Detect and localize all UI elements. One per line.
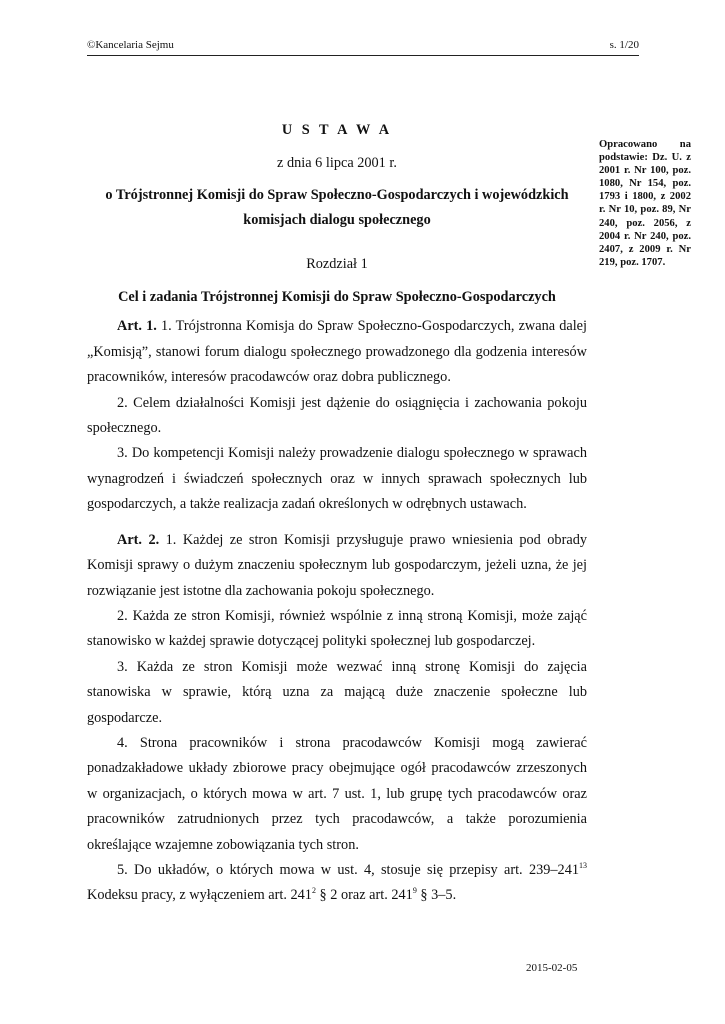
article-label: Art. 2. — [117, 531, 160, 548]
paragraph-text: 1. Trójstronna Komisja do Spraw Społeczno-Gospodarczych, zwana dalej „Komisją”, stanowi forum dialogu społecznego prowadzonego dla godzenia interesów pracowników, interesów pracodawców oraz dobra publicznego. — [87, 318, 587, 386]
art2-para2: 2. Każda ze stron Komisji, również wspólnie z inną stroną Komisji, może zająć stanowisko w każdej sprawie dotyczącej polityki społecznej lub gospodarczej. — [87, 607, 587, 650]
page-header — [87, 37, 639, 56]
document-body — [87, 118, 587, 909]
art1-para2: 2. Celem działalności Komisji jest dążenie do osiągnięcia i zachowania pokoju społecznego. — [87, 394, 587, 437]
art1-para1 — [87, 314, 587, 390]
paragraph-text: § 3–5. — [416, 887, 457, 904]
art2-para4: 4. Strona pracowników i strona pracodawców Komisji mogą zawierać ponadzakładowe układy zbiorowe pracy obejmujące ogół pracodawców zrzeszonych w organizacjach, o których mowa w art. 7 ust. 1, lub grupę tych pracodawców oraz pracowników zatrudnionych przez tych pracodawców, a także porozumienia określające wzajemne zobowiązania tych stron. — [87, 734, 587, 853]
paragraph-text: 5. Do układów, o których mowa w ust. 4, stosuje się przepisy art. 239–241 — [117, 861, 579, 878]
document-date: z dnia 6 lipca 2001 r. — [277, 155, 397, 172]
art1-para3: 3. Do kompetencji Komisji należy prowadzenie dialogu społecznego w sprawach wynagrodzeń i świadczeń społecznych oraz w innych sprawach społecznych lub gospodarczych, a także realizacja zadań określonych w odrębnych ustawach. — [87, 445, 587, 513]
art2-para5 — [87, 858, 587, 909]
footer-date: 2015-02-05 — [526, 962, 578, 974]
art2-para3: 3. Każda ze stron Komisji może wezwać inną stronę Komisji do zajęcia stanowiska w sprawie, którą uzna za mającą duże znaczenie społeczne lub gospodarcze. — [87, 658, 587, 726]
paragraph-text: Kodeksu pracy, z wyłączeniem art. 241 — [87, 887, 312, 904]
page-number: s. 1/20 — [609, 39, 639, 51]
document-title: U S T A W A — [281, 122, 393, 138]
publisher-label: ©Kancelaria Sejmu — [87, 39, 174, 51]
chapter-heading: Rozdział 1 — [306, 255, 368, 272]
superscript: 13 — [579, 861, 587, 871]
paragraph-text: § 2 oraz art. 241 — [315, 887, 413, 904]
source-note: Opracowano na podstawie: Dz. U. z 2001 r. Nr 100, poz. 1080, Nr 154, poz. 1793 i 1800, z 2002 r. Nr 10, poz. 89, Nr 240, poz. 2056, z 2004 r. Nr 240, poz. 2407, z 2009 r. Nr 219, poz. 1707. — [599, 139, 691, 268]
act-title: o Trójstronnej Komisji do Spraw Społeczno-Gospodarczych i wojewódzkich komisjach dialogu społecznego — [105, 186, 569, 229]
art2-para1 — [87, 528, 587, 604]
superscript: 2 — [311, 886, 316, 896]
paragraph-text: 1. Każdej ze stron Komisji przysługuje prawo wniesienia pod obrady Komisji sprawy o dużym znaczeniu społecznym lub gospodarczym, jeżeli uzna, że jej rozwiązanie jest istotne dla zachowania pokoju społecznego. — [87, 531, 587, 599]
article-label: Art. 1. — [117, 318, 157, 335]
superscript: 9 — [412, 886, 417, 896]
chapter-title: Cel i zadania Trójstronnej Komisji do Spraw Społeczno-Gospodarczych — [118, 289, 556, 306]
